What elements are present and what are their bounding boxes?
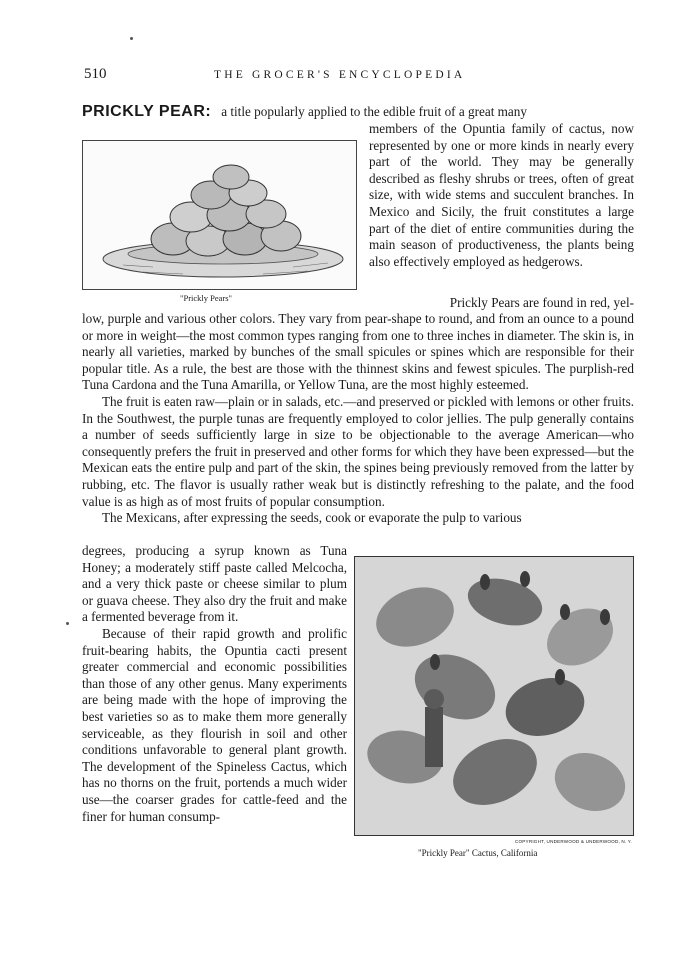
prickly-pears-illustration [82, 140, 357, 290]
para4-text: degrees, producing a syrup known as Tuna Honey; a moderately stiff paste called Melcocha, and a very thick paste or cheese similar to plum or guava cheese. They also dry the fruit and make a fermented beverage from it. [82, 543, 347, 625]
para2-start-text: Prickly Pears are found in red, yel- [449, 295, 634, 310]
figure-1-caption: "Prickly Pears" [180, 293, 233, 303]
fruit-bowl-drawing [83, 141, 356, 289]
photo-credit: COPYRIGHT, UNDERWOOD & UNDERWOOD, N. Y. [515, 839, 632, 844]
full-width-text [82, 311, 634, 527]
para3-text: The fruit is eaten raw—plain or in salads, etc.—and preserved or pickled with lemons or other fruits. In the Southwest, the purple tunas are frequently employed to color jellies. The pulp generally contains a number of seeds sufficiently large in size to be objectionable to the average American—who consequently prefers the fruit in preserved and other forms for which they have been expressed—but the Mexican eats the entire pulp and part of the skin, the spines being previously removed from the latter by rubbing, etc. The flavor is usually rather weak but is distinctly refreshing to the palate, and the food value is as high as of most fruits of popular consumption. [82, 393, 634, 509]
cactus-photograph [354, 556, 634, 836]
para2-start-line [396, 295, 634, 312]
entry-title: PRICKLY PEAR: [82, 103, 212, 120]
entry-first-line-text: a title popularly applied to the edible fruit of a great many [221, 104, 527, 119]
entry-first-line [82, 103, 634, 121]
para5-text: Because of their rapid growth and prolific fruit-bearing habits, the Opuntia cacti present greater commercial and economic possibilities than those of any other genus. Many experiments are being made with the hope of improving the best varieties so as to make them more generally serviceable, as they flourish in soil and other conditions unfavorable to general plant growth. The development of the Spineless Cactus, which has no thorns on the fruit, portends a much wider use—the coarser grades for cattle-feed and the finer for human consump- [82, 625, 347, 824]
running-head: THE GROCER'S ENCYCLOPEDIA [214, 69, 466, 81]
cactus-photo-drawing [355, 557, 633, 835]
page-number: 510 [84, 66, 107, 82]
entry-intro-column [369, 121, 634, 270]
figure-2-caption: "Prickly Pear" Cactus, California [418, 848, 538, 858]
margin-speck [66, 622, 69, 625]
para4-first-line: The Mexicans, after expressing the seeds, cook or evaporate the pulp to various [102, 510, 522, 526]
left-column-text [82, 543, 347, 825]
margin-speck [130, 37, 133, 40]
page-header [84, 66, 634, 88]
entry-intro-text: members of the Opuntia family of cactus, now represented by one or more kinds in nearly every part of the world. They may be generally described as fleshy shrubs or trees, often of great size, with wide stems and succulent branches. In Mexico and Sicily, the fruit constitutes a large part of the diet of entire communities during the main season of productiveness, the plants being also effectively employed as hedgerows. [369, 121, 634, 269]
para2-text: low, purple and various other colors. They vary from pear-shape to round, and from an ounce to a pound or more in weight—the most common types ranging from one to three inches in diameter. The skin is, in nearly all varieties, marked by bunches of the small spicules or spines which are responsible for their popular title. As a rule, the best are those with the thinnest skins and fewest spicules. The purplish-red Tuna Cardona and the Tuna Amarilla, or Yellow Tuna, are the most highly esteemed. [82, 311, 634, 393]
